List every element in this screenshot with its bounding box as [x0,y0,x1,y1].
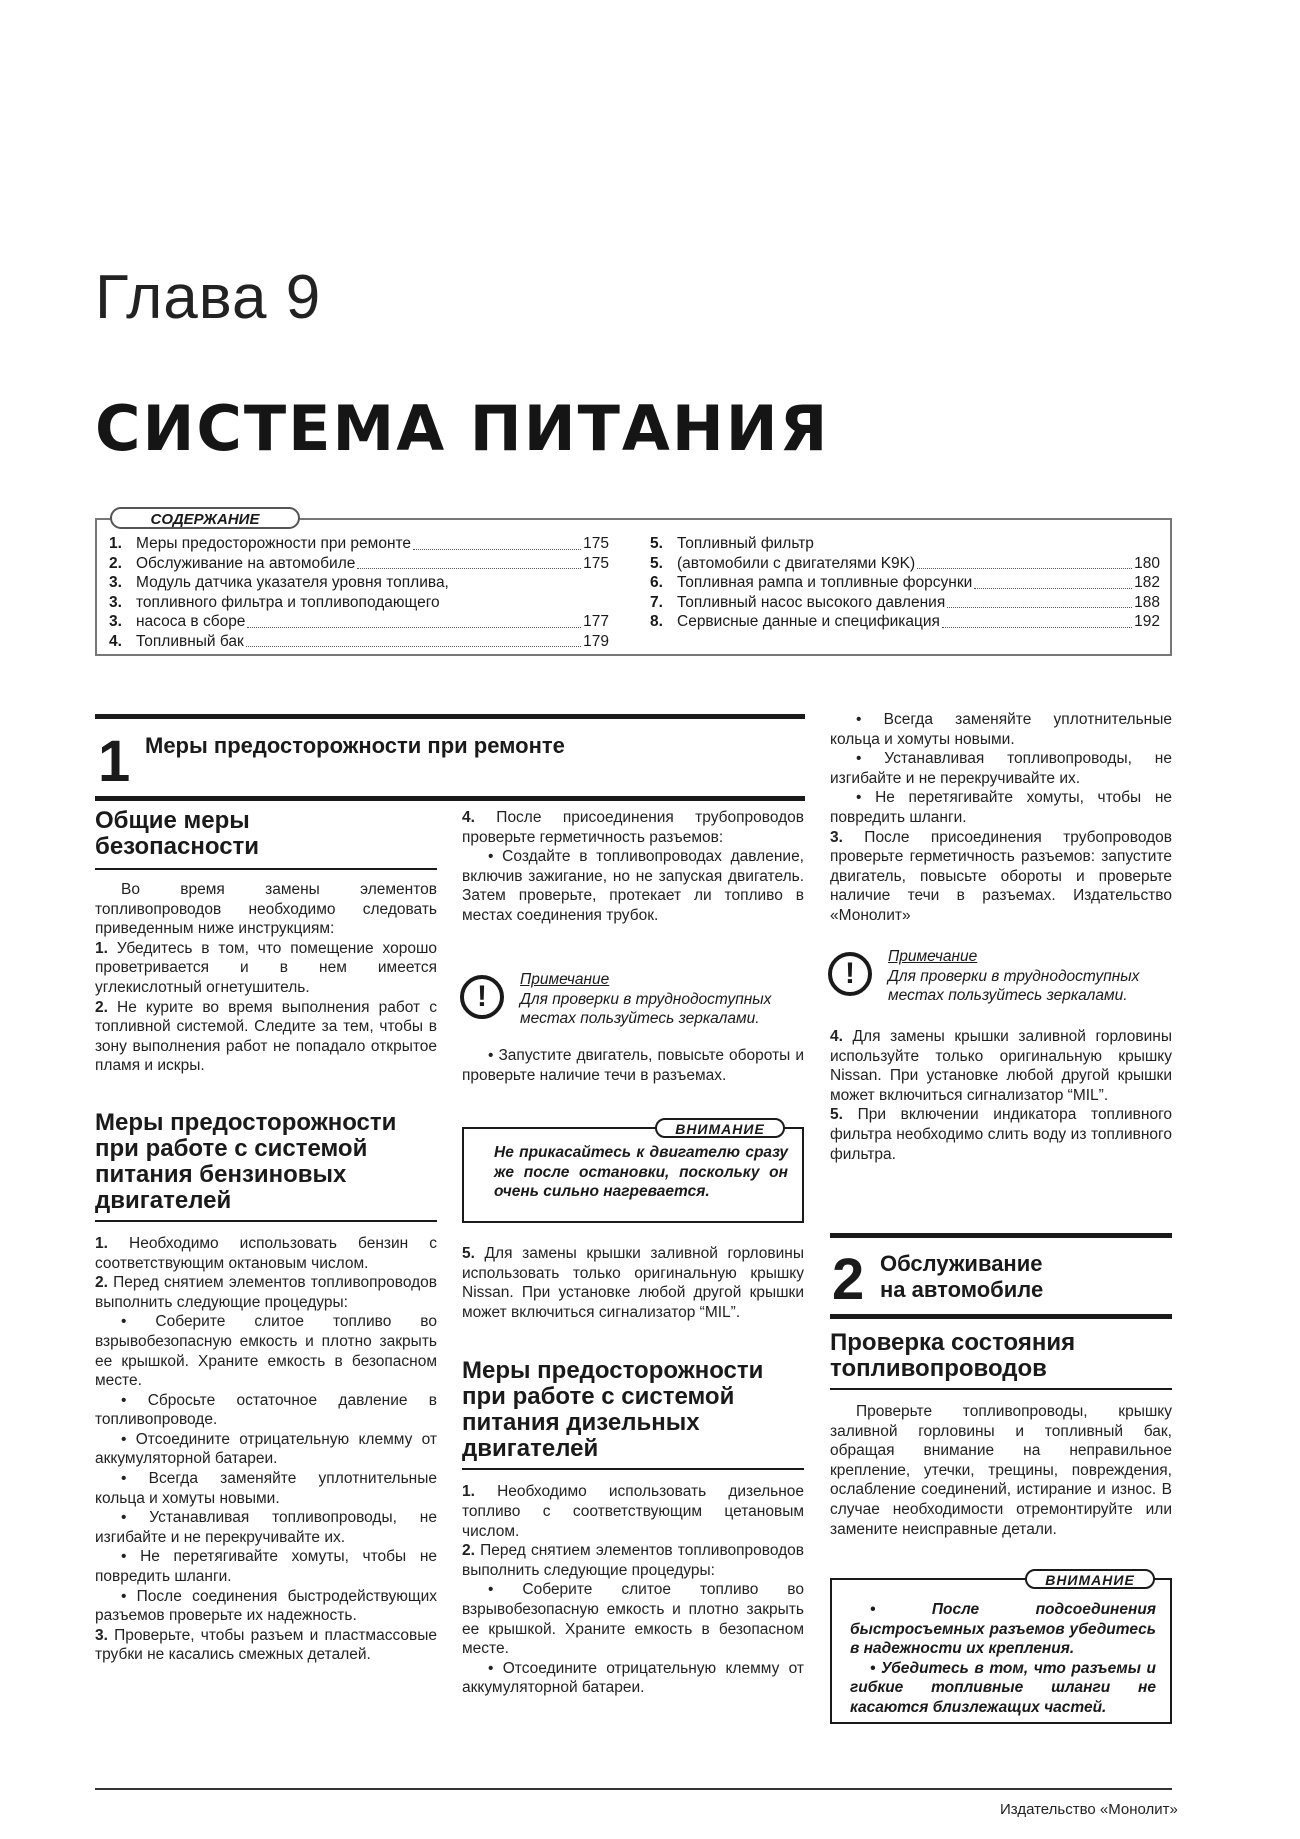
contents-entry: 4. Топливный бак 179 [109,632,609,650]
warning-box [830,1578,1172,1724]
page-title: СИСТЕМА ПИТАНИЯ [95,392,830,465]
warning-label: ВНИМАНИЕ [1025,1569,1155,1589]
column-2-lower [462,1244,804,1698]
bullet-item: • Всегда заменяйте уплотнительные кольца и хомуты новыми. [830,711,1172,748]
numbered-paragraph: 4. После присоединения трубопроводов проверьте герметичность разъемов: [462,809,804,846]
subheading-inspection-line2: топливопроводов [830,1355,1047,1382]
warning-bullet: • Убедитесь в том, что разъемы и гибкие топливные шланги не касаются близлежащих частей. [850,1659,1156,1716]
bullet-item: • Соберите слитое топливо во взрывобезопасную емкость и плотно закрыть ее крышкой. Храните емкость в безопасном месте. [95,1313,437,1390]
numbered-paragraph: 1. Необходимо использовать бензин с соответствующим октановым числом. [95,1234,438,1272]
contents-entry: 3. Модуль датчика указателя уровня топлива, [109,574,449,591]
bullet-item: • Запустите двигатель, повысьте обороты и проверьте наличие течи в разъемах. [462,1047,804,1084]
numbered-paragraph: 1. Необходимо использовать дизельное топливо с соответствующим цетановым числом. [462,1483,804,1540]
subheading-diesel-line4: двигателей [462,1435,599,1463]
contents-right-column [650,534,1160,632]
footer-publisher: Издательство «Монолит» [1000,1801,1178,1818]
contents-entry: 8. Сервисные данные и спецификация 192 [650,613,1160,630]
column-3-lower [830,1330,1172,1539]
contents-entry: 5. (автомобили с двигателями K9K) 180 [650,554,1160,572]
bullet-item: • Отсоедините отрицательную клемму от аккумуляторной батареи. [95,1430,437,1468]
chapter-label: Глава 9 [95,263,322,332]
section-rule-top [830,1233,1172,1238]
numbered-paragraph: 1. Убедитесь в том, что помещение хорошо проветривается и в нем имеется углекислотный огнетушитель. [95,939,437,996]
subheading-diesel-line1: Меры предосторожности [462,1357,764,1385]
column-3 [830,710,1172,926]
subheading-diesel-line3: питания дизельных [462,1409,700,1437]
bullet-item: • Создайте в топливопроводах давление, включив зажигание, но не запуская двигатель. Затем проверьте, протекает ли топливо в местах соединения трубок. [462,848,804,924]
numbered-paragraph: 2. Не курите во время выполнения работ с топливной системой. Следите за тем, чтобы в зону выполнения работ не попадало открытое пламя и искры. [95,998,437,1075]
numbered-paragraph: 5. Для замены крышки заливной горловины использовать только оригинальную крышку Nissan. При установке любой другой крышки может включиться сигнализатор “MIL”. [462,1245,804,1321]
section-rule-bottom [830,1314,1172,1319]
subheading-rule [462,1468,804,1470]
section-1-title: Меры предосторожности при ремонте [145,733,565,758]
subheading-rule [830,1388,1172,1390]
column-1 [95,808,437,1665]
section-2-number: 2 [832,1247,865,1312]
column-3-middle [830,1027,1172,1164]
numbered-paragraph: 2. Перед снятием элементов топливопроводов выполнить следующие процедуры: [95,1274,438,1311]
section-2-title-line1: Обслуживание [880,1251,1043,1276]
section-1-number: 1 [98,729,131,794]
numbered-paragraph: 4. Для замены крышки заливной горловины используйте только оригинальную крышку Nissan. При установке любой другой крышки может включиться сигнализатор “MIL”. [830,1028,1172,1104]
warning-label: ВНИМАНИЕ [655,1118,785,1138]
section-rule-bottom [95,796,805,801]
bullet-item: • Сбросьте остаточное давление в топливопроводе. [95,1391,437,1429]
bullet-item: • Всегда заменяйте уплотнительные кольца и хомуты новыми. [95,1470,437,1507]
contents-entry: 5. Топливный фильтр [650,535,814,552]
bullet-item: • Устанавливая топливопроводы, не изгибайте и не перекручивайте их. [95,1509,437,1546]
section-rule-top [95,714,805,719]
column-2-continued [462,1046,804,1085]
contents-entry: 1. Меры предосторожности при ремонте 175 [109,535,609,552]
contents-left-column [109,534,609,651]
note-text: Примечание Для проверки в труднодоступных местах пользуйтесь зеркалами. [520,971,772,1027]
warning-text: Не прикасайтесь к двигателю сразу же после остановки, поскольку он очень сильно нагревается. [494,1144,788,1200]
section-2-title-line2: на автомобиле [880,1277,1044,1302]
contents-entry: 3. насоса в сборе 177 [109,613,609,630]
subheading-petrol-line3: питания бензиновых [95,1160,347,1188]
numbered-paragraph: 5. При включении индикатора топливного фильтра необходимо слить воду из топливного фильтра. [830,1106,1173,1163]
contents-entry: 6. Топливная рампа и топливные форсунки 182 [650,574,1160,591]
contents-heading: СОДЕРЖАНИЕ [110,507,300,529]
subheading-general-line2: безопасности [95,833,260,860]
contents-box [95,518,1172,656]
contents-entry: 2. Обслуживание на автомобиле 175 [109,554,609,572]
subheading-inspection-line1: Проверка состояния [830,1329,1076,1356]
subheading-diesel-line2: при работе с системой [462,1383,735,1411]
bullet-item: • После соединения быстродействующих разъемов проверьте их надежность. [95,1587,437,1625]
subheading-rule [95,868,437,870]
warning-bullet: • После подсоединения быстросъемных разъемов убедитесь в надежности их крепления. [850,1601,1156,1657]
subheading-general-line1: Общие меры [95,807,250,834]
subheading-petrol-line2: при работе с системой [95,1134,368,1162]
numbered-paragraph: 3. Проверьте, чтобы разъем и пластмассовые трубки не касались смежных деталей. [95,1626,437,1664]
exclamation-icon: ! [828,952,872,996]
bullet-item: • Отсоедините отрицательную клемму от аккумуляторной батареи. [462,1659,804,1697]
column-2 [462,808,804,926]
note-text: Примечание Для проверки в труднодоступных местах пользуйтесь зеркалами. [888,948,1140,1004]
subheading-petrol-line4: двигателей [95,1186,232,1214]
contents-entry: 7. Топливный насос высокого давления 188 [650,593,1160,611]
paragraph: Проверьте топливопроводы, крышку заливной горловины и топливный бак, обращая внимание на неправильное крепление, утечки, трещины, повреждения, ослабление соединений, истирание и износ. В случае необходимости отремонтируйте или замените неисправные детали. [830,1403,1172,1538]
footer-rule [95,1788,1172,1790]
bullet-item: • Устанавливая топливопроводы, не изгибайте и не перекручивайте их. [830,750,1172,787]
numbered-paragraph: 2. Перед снятием элементов топливопроводов выполнить следующие процедуры: [462,1542,805,1579]
numbered-paragraph: 3. После присоединения трубопроводов проверьте герметичность разъемов: запустите двигатель, повысьте обороты и проверьте наличие течи в разъемах. Издательство «Монолит» [830,828,1172,924]
paragraph: Во время замены элементов топливопроводов необходимо следовать приведенным ниже инструкциям: [95,881,437,938]
bullet-item: • Соберите слитое топливо во взрывобезопасную емкость и плотно закрыть ее крышкой. Храните емкость в безопасном месте. [462,1581,804,1658]
contents-entry: 3. топливного фильтра и топливоподающего [109,593,440,611]
bullet-item: • Не перетягивайте хомуты, чтобы не повредить шланги. [95,1548,437,1586]
warning-box [462,1127,804,1223]
subheading-rule [95,1220,437,1222]
subheading-petrol-line1: Меры предосторожности [95,1108,397,1136]
bullet-item: • Не перетягивайте хомуты, чтобы не повредить шланги. [830,789,1172,826]
exclamation-icon: ! [460,975,504,1019]
